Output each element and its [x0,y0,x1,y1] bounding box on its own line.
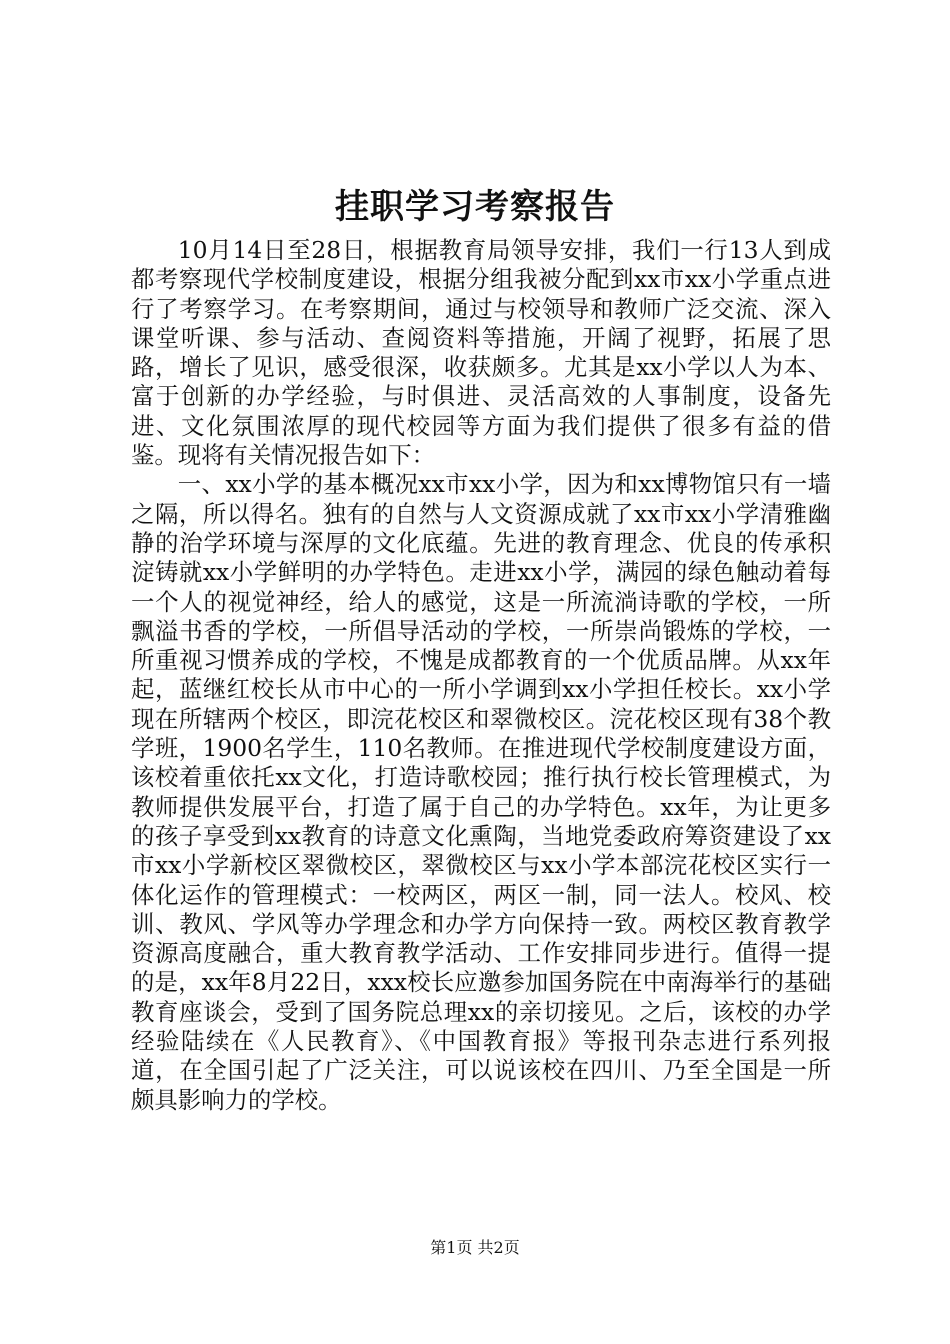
paragraph-intro: 10月14日至28日，根据教育局领导安排，我们一行13人到成都考察现代学校制度建设，根据分组我被分配到xx市xx小学重点进行了考察学习。在考察期间，通过与校领导和教师广泛交流、深入课堂听课、参与活动、查阅资料等措施，开阔了视野，拓展了思路，增长了见识，感受很深，收获颇多。尤其是xx小学以人为本、富于创新的办学经验，与时俱进、灵活高效的人事制度，设备先进、文化氛围浓厚的现代校园等方面为我们提供了很多有益的借鉴。现将有关情况报告如下： [131,236,831,470]
document-body [131,236,831,1115]
document-title: 挂职学习考察报告 [335,187,615,227]
paragraph-school-overview: 一、xx小学的基本概况xx市xx小学，因为和xx博物馆只有一墙之隔，所以得名。独有的自然与人文资源成就了xx市xx小学清雅幽静的治学环境与深厚的文化底蕴。先进的教育理念、优良的传承积淀铸就xx小学鲜明的办学特色。走进xx小学，满园的绿色触动着每一个人的视觉神经，给人的感觉，这是一所流淌诗歌的学校，一所飘溢书香的学校，一所倡导活动的学校，一所崇尚锻炼的学校，一所重视习惯养成的学校，不愧是成都教育的一个优质品牌。从xx年起，蓝继红校长从市中心的一所小学调到xx小学担任校长。xx小学现在所辖两个校区，即浣花校区和翠微校区。浣花校区现有38个教学班，1900名学生，110名教师。在推进现代学校制度建设方面，该校着重依托xx文化，打造诗歌校园；推行执行校长管理模式，为教师提供发展平台，打造了属于自己的办学特色。xx年，为让更多的孩子享受到xx教育的诗意文化熏陶，当地党委政府筹资建设了xx市xx小学新校区翠微校区，翠微校区与xx小学本部浣花校区实行一体化运作的管理模式：一校两区，两区一制，同一法人。校风、校训、教风、学风等办学理念和办学方向保持一致。两校区教育教学资源高度融合，重大教育教学活动、工作安排同步进行。值得一提的是，xx年8月22日，xxx校长应邀参加国务院在中南海举行的基础教育座谈会，受到了国务院总理xx的亲切接见。之后，该校的办学经验陆续在《人民教育》、《中国教育报》等报刊杂志进行系列报道，在全国引起了广泛关注，可以说该校在四川、乃至全国是一所颇具影响力的学校。 [131,470,831,1114]
page-footer: 第1页 共2页 [430,1238,520,1257]
